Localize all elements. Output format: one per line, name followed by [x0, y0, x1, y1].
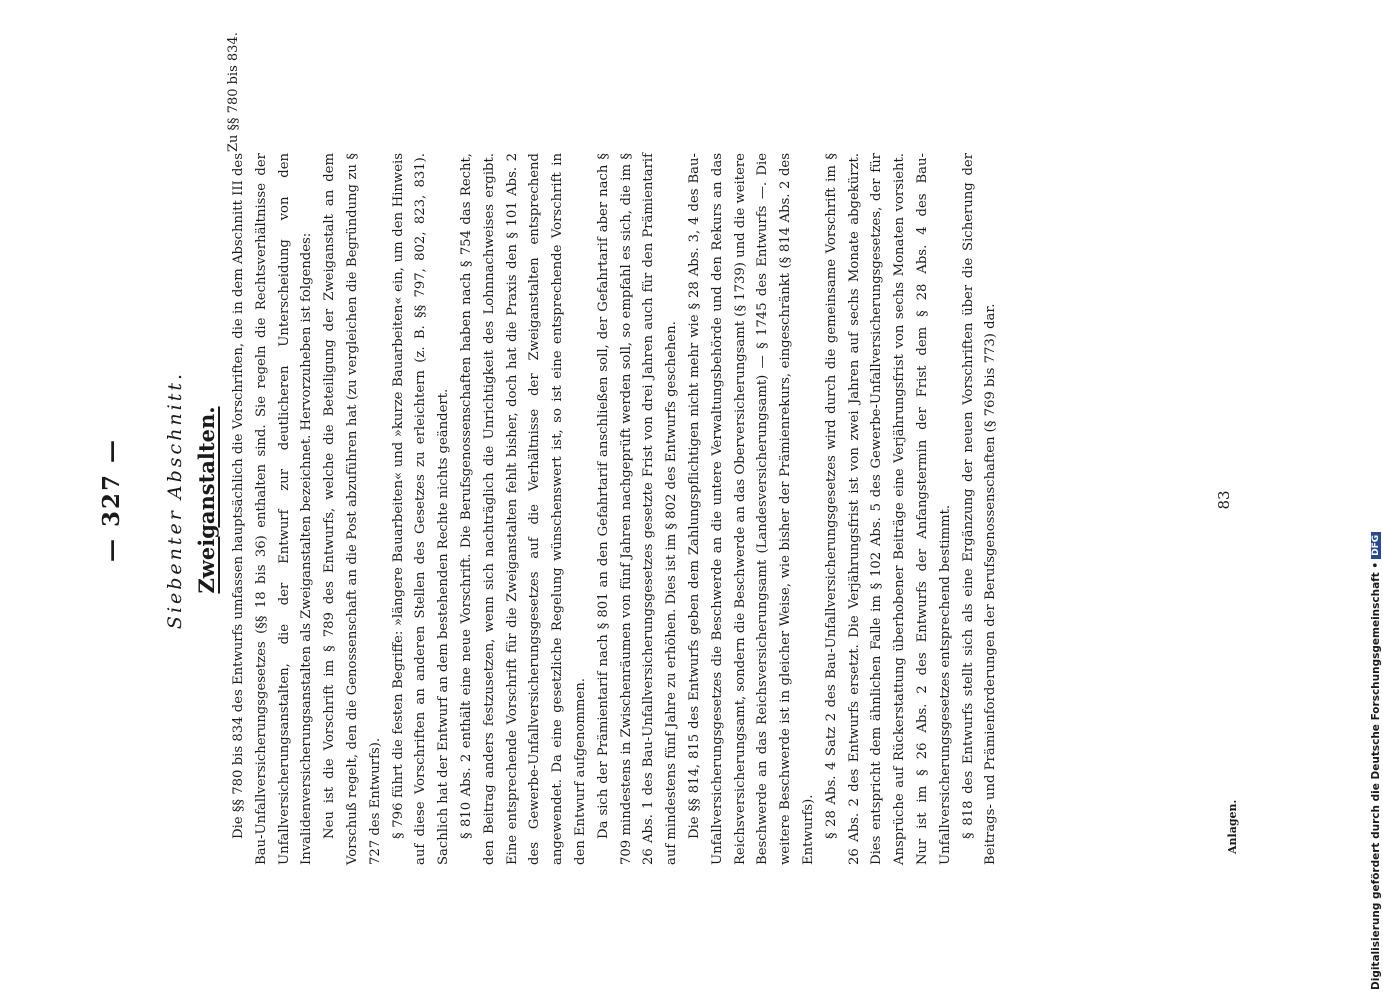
margin-note: Zu §§ 780 bis 834.: [226, 32, 241, 152]
subtitle: Zweiganstalten.: [194, 406, 219, 594]
paragraph: Die §§ 814, 815 des Entwurfs geben dem Zahlungspflichtigen nicht mehr wie § 28 Abs. 3, 4 des Bau-Unfallversicherungsgesetzes die Beschwerde an die untere Verwaltungsbehörde und den Rekurs an das Reichsversicherungsamt, sondern die Beschwerde an das Oberversicherungsamt (§ 1739) und die weitere Beschwerde an das Reichsversicherungsamt (Landesversicherungsamt) — § 1745 des Entwurfs —. Die weitere Beschwerde ist in gleicher Weise, wie bisher der Prämienrekurs, eingeschränkt (§ 814 Abs. 2 des Entwurfs).: [686, 153, 816, 865]
body-text: [228, 153, 1003, 865]
paragraph: Die §§ 780 bis 834 des Entwurfs umfassen hauptsächlich die Vorschriften, die in dem Abschnitt III des Bau-Unfallversicherungsgesetzes (§§ 18 bis 36) enthalten sind. Sie regeln die Rechtsverhältnisse der Unfallversicherungsanstalten, die der Entwurf zur deutlicheren Unterscheidung von den Invalidenversicherungsanstalten als Zweiganstalten bezeichnet. Hervorzuheben ist folgendes:: [231, 153, 315, 865]
dfg-logo: DFG: [1371, 532, 1381, 559]
paragraph: § 28 Abs. 4 Satz 2 des Bau-Unfallversicherungsgesetzes wird durch die gemeinsame Vorschrift im § 26 Abs. 2 des Entwurfs ersetzt. Die Verjährungsfrist ist von zwei Jahren auf sechs Monate abgekürzt. Dies entspricht dem ähnlichen Falle im § 102 Abs. 5 des Gewerbe-Unfallversicherungsgesetzes, der für Ansprüche auf Rückerstattung überhobener Beiträge eine Verjährungsfrist von sechs Monaten vorsieht. Nur ist im § 26 Abs. 2 des Entwurfs der Anfangstermin der Frist dem § 28 Abs. 4 des Bau-Unfallversicherungsgesetzes entsprechend bestimmt.: [823, 153, 953, 865]
paragraph: Neu ist die Vorschrift im § 789 des Entwurfs, welche die Beteiligung der Zweiganstalt an dem Vorschuß regelt, den die Genossenschaft an die Post abzuführen hat (zu vergleichen die Begründung zu § 727 des Entwurfs).: [322, 153, 383, 865]
footer-page-number: 83: [1215, 490, 1233, 510]
digitization-note: [1370, 0, 1382, 990]
paragraph: § 810 Abs. 2 enthält eine neue Vorschrift. Die Berufsgenossenschaften haben nach § 754 das Recht, den Beitrag anders festzusetzen, wenn sich nachträglich die Unrichtigkeit des Lohnnachweises ergibt. Eine entsprechende Vorschrift für die Zweiganstalten fehlt bisher, doch hat die Praxis den § 101 Abs. 2 des Gewerbe-Unfallversicherungsgesetzes auf die Verhältnisse der Zweiganstalten entsprechend angewendet. Da eine gesetzliche Regelung wünschenswert ist, so ist eine entsprechende Vorschrift in den Entwurf aufgenommen.: [458, 153, 588, 865]
paragraph: Da sich der Prämientarif nach § 801 an den Gefahrtarif anschließen soll, der Gefahrtarif aber nach § 709 mindestens in Zwischenräumen von fünf Jahren nachgeprüft werden soll, so empfahl es sich, die im § 26 Abs. 1 des Bau-Unfallversicherungsgesetzes gesetzte Frist von drei Jahren auch für den Prämientarif auf mindestens fünf Jahre zu erhöhen. Dies ist im § 802 des Entwurfs geschehen.: [595, 153, 680, 865]
footer-annex-label: Anlagen.: [1226, 799, 1239, 854]
paragraph: § 818 des Entwurfs stellt sich als eine Ergänzung der neuen Vorschriften über die Sicherung der Beitrags- und Prämienforderungen der Berufsgenossenschaften (§ 769 bis 773) dar.: [960, 153, 999, 865]
section-title: Siebenter Abschnitt.: [164, 370, 186, 630]
paragraph: § 796 führt die festen Begriffe: »längere Bauarbeiten« und »kurze Bauarbeiten« ein, um den Hinweis auf diese Vorschriften an anderen Stellen des Gesetzes zu erleichtern (z. B. §§ 797, 802, 823, 831). Sachlich hat der Entwurf an dem bestehenden Rechte nichts geändert.: [390, 153, 452, 865]
digitization-text: Digitalisierung gefördert durch die Deutsche Forschungsgemeinschaft •: [1370, 561, 1382, 990]
page-header: — 327 —: [98, 437, 125, 563]
